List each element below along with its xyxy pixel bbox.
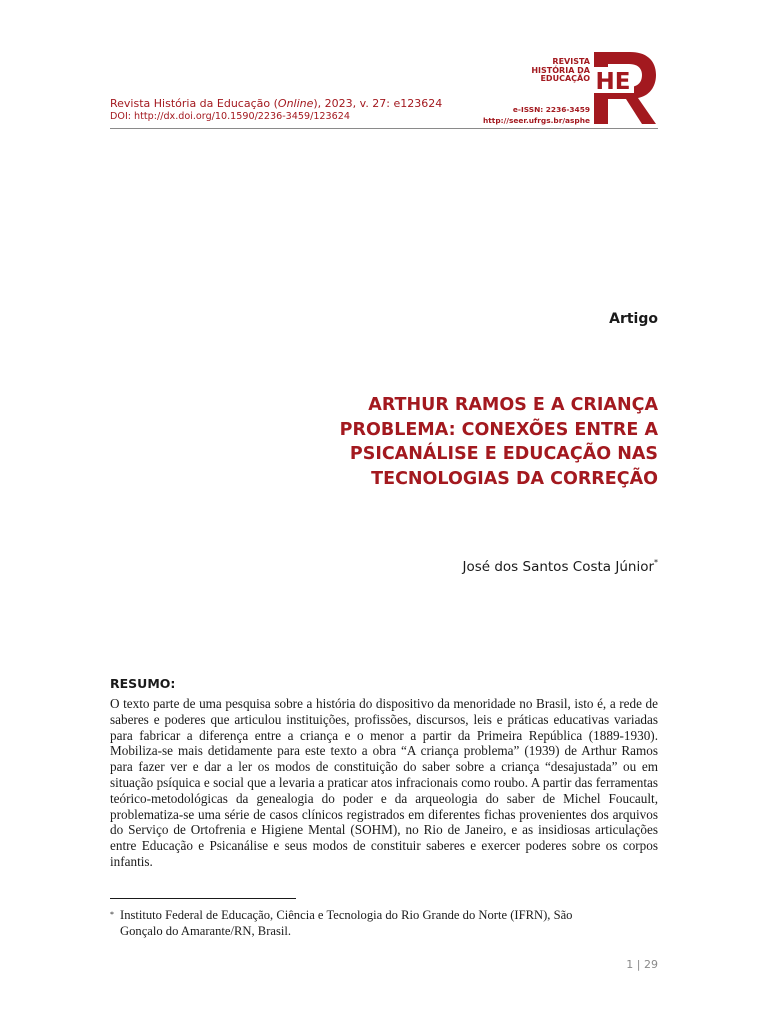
logo-he-text: HE xyxy=(595,69,631,95)
logo-line-educacao: EDUCAÇÃO xyxy=(540,74,590,83)
her-logo-icon xyxy=(592,50,658,126)
title-line: ARTHUR RAMOS E A CRIANÇA xyxy=(368,395,658,415)
citation-online: Online xyxy=(277,97,314,110)
title-line: TECNOLOGIAS DA CORREÇÃO xyxy=(371,468,658,489)
footnote-divider xyxy=(110,898,296,899)
logo-url[interactable]: http://seer.ufrgs.br/asphe xyxy=(483,116,590,125)
footnote-marker: * xyxy=(110,910,114,919)
footnote-line: Gonçalo do Amarante/RN, Brasil. xyxy=(120,924,292,938)
abstract-text: O texto parte de uma pesquisa sobre a história do dispositivo da menoridade no Brasil, isto é, a rede de saberes e poderes que articulou instituições, profissões, discursos, leis e práticas educativas variadas para fabricar a diferença entre a criança e o menor a partir da Primeira República (1889-1930). Mobiliza-se mais detidamente para este texto a obra “A criança problema” (1939) de Arthur Ramos para fazer ver e dar a ler os modos de constituição do saber sobre a criança “desajustada” ou em situação psíquica e social que a levaria a praticar atos infracionais como roubo. A partir das ferramentas teórico-metodológicas da genealogia do poder e da arqueologia do saber de Michel Foucault, problematiza-se uma série de casos clínicos registrados em diferentes fichas provenientes dos arquivos do Serviço de Ortofrenia e Higiene Mental (SOHM), no Rio de Janeiro, e as insidiosas articulações entre Educação e Psicanálise e seus modos de constituir saberes e exercer poderes sobre os corpos infantis. xyxy=(110,696,658,869)
doi-link[interactable]: DOI: http://dx.doi.org/10.1590/2236-3459/123624 xyxy=(110,111,350,122)
citation-prefix: Revista História da Educação ( xyxy=(110,97,278,110)
page-number: 1 | 29 xyxy=(626,958,658,971)
footnote-line: Instituto Federal de Educação, Ciência e Tecnologia do Rio Grande do Norte (IFRN), São xyxy=(120,908,573,922)
author-footnote-marker[interactable]: * xyxy=(654,558,658,567)
abstract-heading: RESUMO: xyxy=(110,676,176,691)
citation-suffix: ), 2023, v. 27: e123624 xyxy=(313,97,443,110)
article-title xyxy=(300,393,658,491)
logo-issn: e-ISSN: 2236-3459 xyxy=(512,105,590,114)
author-name xyxy=(380,559,658,575)
logo-line-historia: HISTÓRIA DA xyxy=(531,65,590,75)
article-type-label: Artigo xyxy=(609,311,658,327)
title-line: PSICANÁLISE E EDUCAÇÃO NAS xyxy=(349,444,658,464)
author-name-text: José dos Santos Costa Júnior xyxy=(462,559,654,575)
header-divider xyxy=(110,128,658,129)
footnote xyxy=(110,907,658,939)
journal-logo-text xyxy=(498,58,590,84)
logo-line-revista: REVISTA xyxy=(552,57,590,66)
title-line: PROBLEMA: CONEXÕES ENTRE A xyxy=(339,419,658,440)
journal-citation xyxy=(110,96,442,111)
